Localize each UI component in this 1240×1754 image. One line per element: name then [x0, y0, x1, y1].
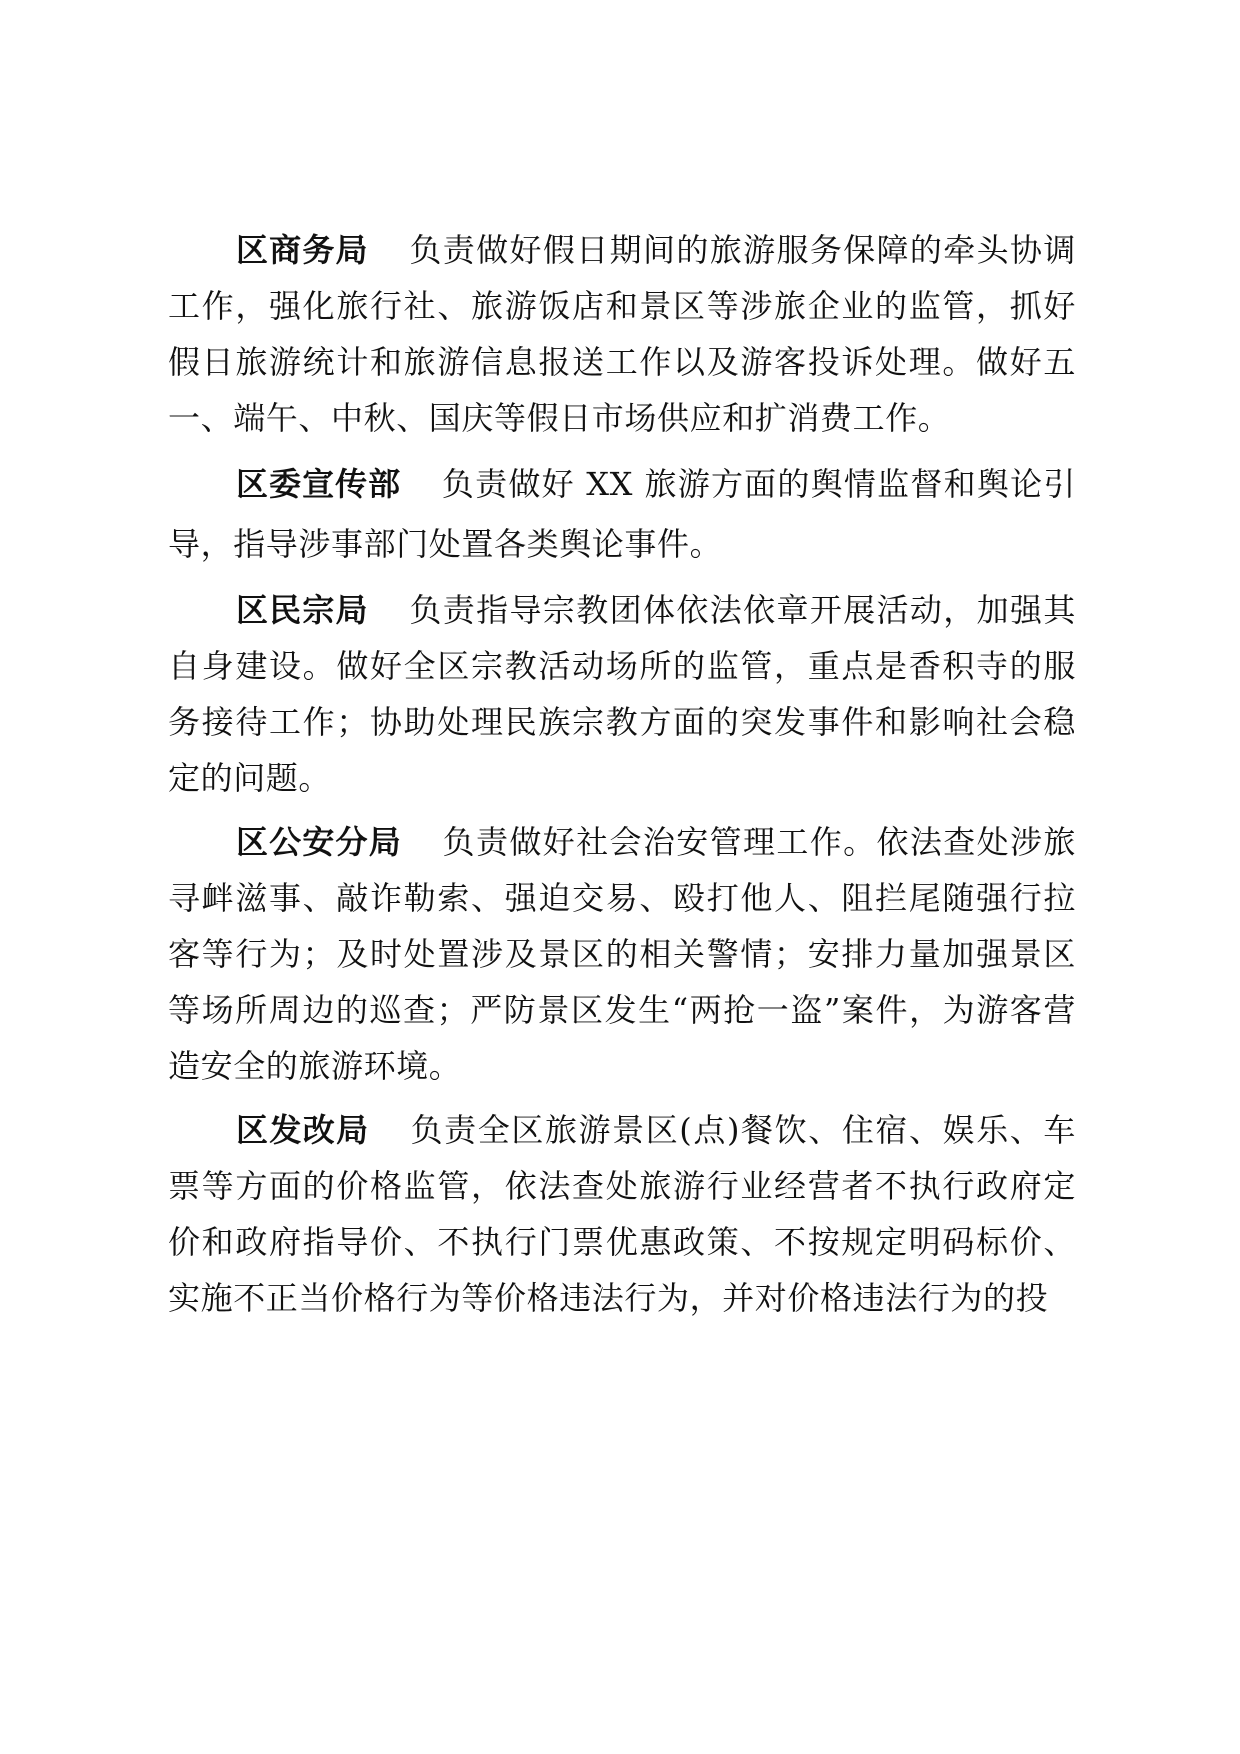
document-body: [168, 222, 1076, 1326]
department-name: 区委宣传部: [236, 465, 402, 503]
paragraph-commerce-bureau: [168, 222, 1076, 446]
paragraph-text: 负责做好假日期间的旅游服务保障的牵头协调工作，强化旅行社、旅游饭店和景区等涉旅企业的监管，抓好假日旅游统计和旅游信息报送工作以及游客投诉处理。做好五一、端午、中秋、国庆等假日市场供应和扩消费工作。: [168, 231, 1076, 437]
department-name: 区民宗局: [236, 591, 369, 629]
department-name: 区商务局: [236, 231, 369, 269]
paragraph-public-security-bureau: [168, 814, 1076, 1094]
paragraph-text: 负责做好社会治安管理工作。依法查处涉旅寻衅滋事、敲诈勒索、强迫交易、殴打他人、阻拦尾随强行拉客等行为；及时处置涉及景区的相关警情；安排力量加强景区等场所周边的巡查；严防景区发生“两抢一盗”案件，为游客营造安全的旅游环境。: [168, 823, 1076, 1085]
paragraph-text: 负责做好 XX 旅游方面的舆情监督和舆论引导，指导涉事部门处置各类舆论事件。: [168, 465, 1076, 563]
paragraph-ethnic-religious-bureau: [168, 582, 1076, 806]
paragraph-text: 负责指导宗教团体依法依章开展活动，加强其自身建设。做好全区宗教活动场所的监管，重点是香积寺的服务接待工作；协助处理民族宗教方面的突发事件和影响社会稳定的问题。: [168, 591, 1076, 797]
paragraph-development-reform-bureau: [168, 1102, 1076, 1326]
department-name: 区发改局: [236, 1111, 370, 1149]
department-name: 区公安分局: [236, 823, 402, 861]
paragraph-text: 负责全区旅游景区(点)餐饮、住宿、娱乐、车票等方面的价格监管，依法查处旅游行业经营者不执行政府定价和政府指导价、不执行门票优惠政策、不按规定明码标价、实施不正当价格行为等价格违法行为，并对价格违法行为的投: [168, 1111, 1076, 1317]
paragraph-publicity-department: [168, 454, 1076, 574]
